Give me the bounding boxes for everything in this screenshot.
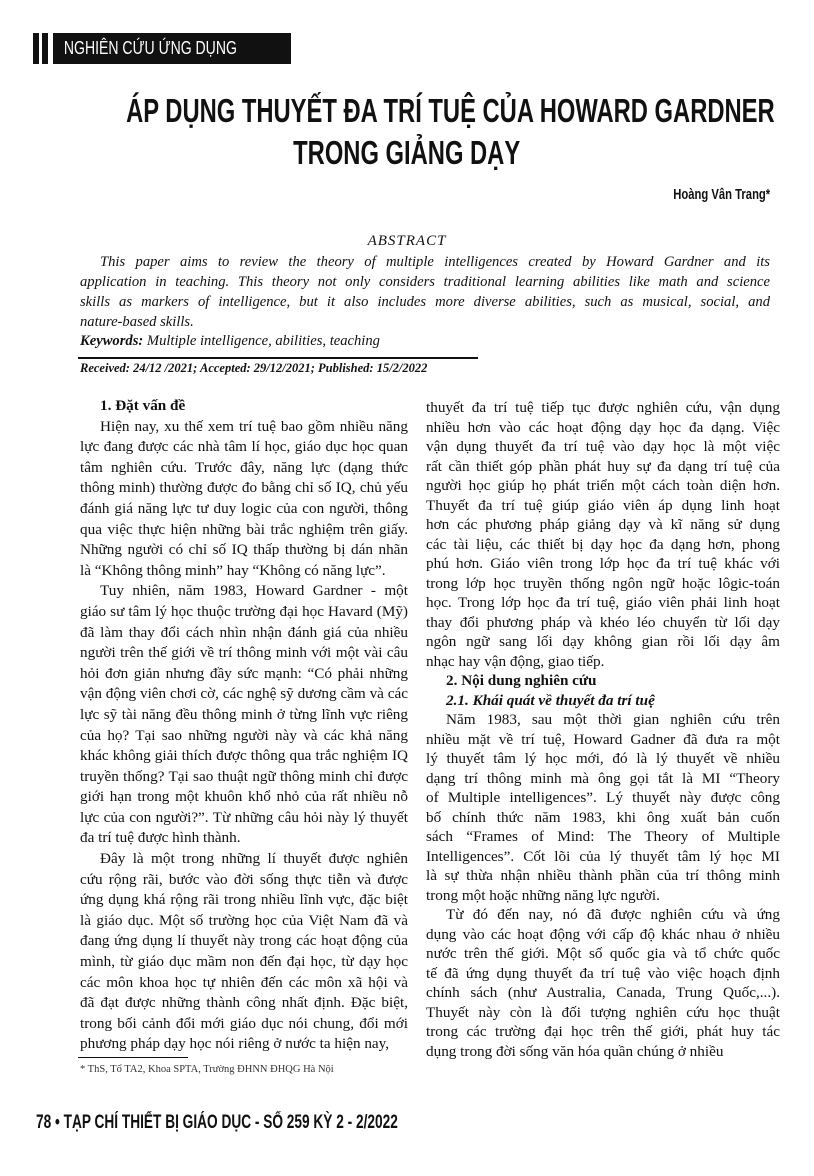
section-marker-bars: [33, 33, 49, 64]
text-line: dạng trí thông minh mà ông gọi tắt là MI “Theory: [426, 769, 780, 787]
article-title-line-2: [0, 134, 814, 172]
text-line: rất cần thiết góp phần phát huy sự đa dạng trí tuệ của: [426, 457, 780, 475]
text-line: Hiện nay, xu thế xem trí tuệ bao gồm nhiều năng: [100, 417, 408, 435]
title-text: TRONG GIẢNG DẠY: [293, 134, 521, 171]
publication-dates: Received: 24/12 /2021; Accepted: 29/12/2021; Published: 15/2/2022: [80, 361, 428, 375]
text-line: lực đang được các nhà tâm lí học, giáo dục học quan: [80, 438, 408, 456]
text-line: bố chính thức năm 1983, khi ông xuất bản cuốn: [426, 808, 780, 826]
page-footer: [36, 1112, 539, 1134]
text-line: vận dụng thuyết đa trí tuệ vào dạy học là một việc: [426, 438, 780, 455]
text-line: mình, từ giáo dục mầm non đến đại học, từ dạy học: [80, 953, 408, 971]
text-line: người học giúp họ phát triển một cách toàn diện hơn.: [426, 477, 780, 494]
text-line: Năm 1983, sau một thời gian nghiên cứu trên: [446, 711, 780, 728]
text-line: application in teaching. This theory not only considers traditional learning abilities like math and science: [80, 274, 770, 290]
title-text: ÁP DỤNG THUYẾT ĐA TRÍ TUỆ CỦA HOWARD GARDNER: [126, 92, 775, 129]
footnote-divider: [78, 1057, 188, 1058]
text-line: Thuyết đa trí tuệ giúp giáo viên áp dụng linh hoạt: [426, 496, 780, 514]
text-line: lý thuyết tâm lý học mới, đó là lý thuyết về nhiều: [426, 750, 780, 767]
text-line: thông minh) thường được đo bằng chỉ số IQ, chủ yếu: [80, 479, 408, 497]
author: [641, 186, 770, 203]
text-line: đã làm thay đổi cách nhìn nhận đánh giá của nhiều: [80, 623, 408, 641]
text-line: trong lớp học truyền thống ngôn ngữ hoặc lôgic-toán: [426, 574, 780, 592]
text-line: phương pháp dạy học nói riêng ở nước ta hiện nay,: [80, 1035, 390, 1053]
text-line: các tài liệu, các thiết bị dạy học đa dạng hơn, phong: [426, 535, 780, 553]
text-line: Những người có chỉ số IQ thấp thường bị dán nhãn: [80, 541, 408, 559]
text-line: of Multiple intelligences”. Lý thuyết này được công: [426, 789, 780, 806]
section-label: [53, 33, 291, 64]
text-line: giáo sư tâm lý học thuộc trường đại học Havard (Mỹ): [80, 602, 408, 620]
text-line: là “Không thông minh” hay “Không có năng lực”.: [80, 561, 386, 579]
text-line: Từ đó đến nay, nó đã được nghiên cứu và ứng: [446, 906, 780, 923]
text-line: chính sách (như Australia, Canada, Trung Quốc,...).: [426, 984, 780, 1001]
section-label-text: NGHIÊN CỨU ỨNG DỤNG: [63, 38, 237, 58]
text-line: qua việc thực hiện những bài trắc nghiệm trên giấy.: [80, 520, 408, 538]
text-line: This paper aims to review the theory of multiple intelligences created by Howard Gardner and its: [100, 254, 770, 270]
text-line: lực của con người?”. Từ những câu hỏi này lý thuyết: [80, 808, 408, 826]
text-line: là giáo dục. Một số trường học của Việt Nam đã và: [80, 911, 408, 929]
keywords-label: Keywords:: [80, 333, 144, 349]
text-line: hơn các phương pháp giảng dạy và kĩ năng sử dụng: [426, 516, 780, 533]
text-line: sách “Frames of Mind: The Theory of Multiple: [426, 828, 780, 845]
text-line: thuyết đa trí tuệ tiếp tục được nghiên cứu, vận dụng: [426, 399, 780, 416]
text-line: dụng trong đời sống văn hóa quần chúng ở nhiều: [426, 1042, 724, 1060]
text-line: skills as markers of intelligence, but it also includes more diverse abilities, such as musical, social, and: [80, 294, 770, 310]
footer-text: 78 • TẠP CHÍ THIẾT BỊ GIÁO DỤC - SỐ 259 KỲ 2 - 2/2022: [36, 1112, 398, 1133]
text-line: đang ứng dụng lí thuyết này trong các hoạt động của: [80, 932, 408, 950]
text-line: thay đổi phương pháp và khéo léo chuyển từ lối dạy: [426, 613, 780, 631]
divider: [78, 357, 478, 359]
left-column: [80, 396, 408, 1055]
text-line: trong bối cảnh đổi mới giáo dục nói chung, đổi mới: [80, 1014, 408, 1032]
text-line: tế đã ứng dụng thuyết đa trí tuệ vào việc hoạch định: [426, 964, 780, 982]
article-title-line-1: [0, 92, 814, 130]
text-line: người trên thế giới về trí thông minh với một vài câu: [80, 644, 408, 662]
section-heading: 1. Đặt vấn đề: [100, 397, 186, 414]
text-line: đánh giá năng lực tư duy logic của con người, thông: [80, 499, 408, 517]
text-line: Intelligences”. Cốt lõi của lý thuyết tâm lý học MI: [426, 847, 780, 865]
text-line: giới hạn trong một khuôn khổ nhỏ của rất nhiều nỗ: [80, 788, 408, 806]
subsection-heading: 2.1. Khái quát về thuyết đa trí tuệ: [446, 691, 655, 709]
text-line: đã đạt được những thành công nhất định. Đặc biệt,: [80, 994, 408, 1012]
abstract-heading: ABSTRACT: [367, 233, 447, 249]
text-line: ngôn ngữ sang lối dạy không gian rồi lối dạy âm: [426, 633, 780, 650]
text-line: vận động viên chơi cờ, các nghệ sỹ dương cầm và các: [80, 685, 408, 703]
text-line: là sự thừa nhận nhiều thành phần của trí thông minh: [426, 867, 780, 884]
text-line: Thuyết này còn là đối tượng nghiên cứu học thuật: [426, 1003, 780, 1021]
text-line: nhiều hơn vào các hoạt động dạy học đa dạng. Việc: [426, 418, 780, 436]
text-line: tâm nghiên cứu. Trước đây, năng lực (dạng thức: [80, 458, 408, 476]
text-line: của họ? Tại sao những người này và các khả năng: [80, 726, 408, 744]
keywords: [80, 333, 380, 350]
text-line: hỏi đơn giản nhưng đầy sức mạnh: “Có phải những: [80, 664, 408, 682]
text-line: các môn khoa học tự nhiên đến các môn xã hội và: [80, 973, 408, 991]
text-line: nhạc hay vận động, giao tiếp.: [426, 652, 605, 670]
text-line: dụng vào các hoạt động với cấp độ khác nhau ở nhiều: [426, 925, 780, 943]
text-line: Tuy nhiên, năm 1983, Howard Gardner - một: [100, 582, 408, 600]
abstract-text: [80, 252, 770, 332]
footnote: * ThS, Tổ TA2, Khoa SPTA, Trường ĐHNN ĐHQG Hà Nội: [80, 1064, 334, 1075]
text-line: cứu rộng rãi, bước vào đời sống thực tiễn và được: [80, 870, 408, 888]
text-line: lực sỹ tài năng đều thông minh ở từng lĩnh vực riêng: [80, 705, 408, 723]
text-line: Đây là một trong những lí thuyết được nghiên: [100, 850, 408, 868]
author-name: Hoàng Vân Trang*: [673, 186, 770, 203]
right-column: [426, 398, 780, 1061]
section-heading: 2. Nội dung nghiên cứu: [446, 672, 597, 689]
keywords-value: Multiple intelligence, abilities, teaching: [146, 333, 380, 349]
text-line: nhiều mặt về trí tuệ, Howard Gadner đã đưa ra một: [426, 730, 780, 748]
text-line: trong các trường đại học trên thế giới, phát huy tác: [426, 1023, 780, 1040]
text-line: đa trí tuệ được hình thành.: [80, 829, 241, 847]
text-line: học. Trong lớp học đa trí tuệ, giáo viên phải linh hoạt: [426, 594, 780, 611]
text-line: phú hơn. Giáo viên trong lớp học đa trí tuệ khác với: [426, 555, 780, 572]
text-line: khác không giải thích được thông qua trắc nghiệm IQ: [80, 747, 408, 765]
text-line: trong một hoặc những năng lực người.: [426, 886, 660, 904]
text-line: nature-based skills.: [80, 314, 194, 330]
text-line: truyền thống? Tại sao thuật ngữ thông minh chỉ được: [80, 767, 408, 785]
text-line: ứng dụng khá rộng rãi trong nhiều lĩnh vực, đặc biệt: [80, 891, 408, 909]
text-line: nước trên thế giới. Một số quốc gia và tổ chức quốc: [426, 945, 780, 962]
